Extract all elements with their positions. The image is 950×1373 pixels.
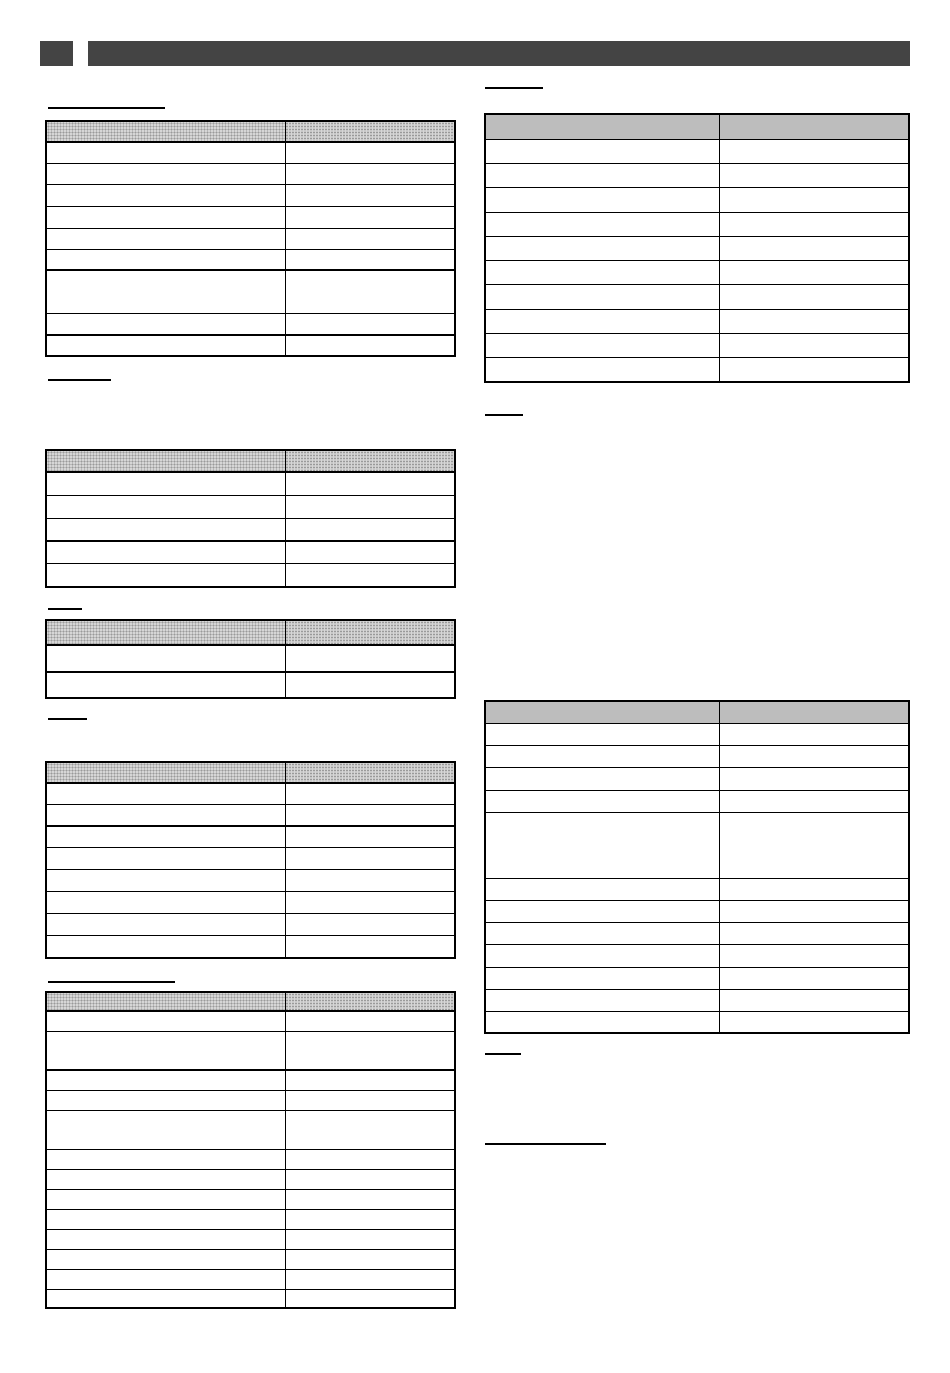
table-cell — [285, 314, 455, 336]
spec-table-7 — [484, 700, 910, 1034]
table-cell — [285, 1289, 455, 1308]
spec-table-6 — [484, 113, 910, 383]
table-row — [46, 541, 455, 564]
table-row — [46, 185, 455, 207]
table-row — [46, 1169, 455, 1189]
table-cell — [285, 992, 455, 1011]
table-cell — [285, 805, 455, 826]
table-cell — [285, 228, 455, 250]
table-cell — [485, 768, 719, 790]
table-row — [485, 358, 909, 382]
table-header-row — [485, 701, 909, 723]
table-row — [46, 1070, 455, 1090]
table-row — [485, 790, 909, 812]
header-bar — [88, 41, 910, 66]
table-cell — [46, 270, 285, 313]
spec-table-5 — [45, 991, 456, 1309]
table-cell — [719, 1012, 909, 1033]
table-cell — [719, 723, 909, 745]
table-cell — [485, 285, 719, 309]
table-cell — [285, 335, 455, 356]
table-row — [485, 812, 909, 878]
table-cell — [485, 1012, 719, 1033]
table-cell — [285, 1249, 455, 1269]
table-cell — [485, 309, 719, 333]
table-cell — [285, 1169, 455, 1189]
table-cell — [485, 878, 719, 900]
table-cell — [46, 936, 285, 958]
table-row — [46, 936, 455, 958]
spec-table-2 — [45, 449, 456, 588]
table-row — [46, 672, 455, 698]
table-cell — [485, 114, 719, 139]
table-cell — [46, 142, 285, 164]
table-cell — [285, 450, 455, 472]
table-cell — [46, 826, 285, 848]
section-heading-underline — [48, 107, 165, 109]
table-cell — [485, 723, 719, 745]
table-cell — [485, 790, 719, 812]
table-cell — [46, 335, 285, 356]
table-cell — [46, 495, 285, 518]
table-cell — [46, 207, 285, 229]
table-cell — [285, 1189, 455, 1209]
table-cell — [485, 746, 719, 768]
table-row — [46, 250, 455, 271]
table-cell — [719, 139, 909, 163]
table-header-row — [46, 762, 455, 783]
table-cell — [46, 228, 285, 250]
table-row — [46, 805, 455, 826]
table-cell — [285, 185, 455, 207]
table-row — [485, 164, 909, 188]
table-cell — [285, 826, 455, 848]
table-row — [485, 236, 909, 260]
table-row — [46, 1110, 455, 1149]
table-row — [46, 1011, 455, 1031]
table-row — [485, 188, 909, 212]
table-row — [46, 564, 455, 587]
table-cell — [285, 495, 455, 518]
table-cell — [285, 783, 455, 805]
table-cell — [285, 1209, 455, 1229]
table-cell — [719, 212, 909, 236]
table-cell — [485, 212, 719, 236]
table-cell — [285, 936, 455, 958]
table-cell — [285, 142, 455, 164]
table-cell — [46, 1011, 285, 1031]
table-cell — [719, 746, 909, 768]
table-cell — [485, 236, 719, 260]
spec-table-1 — [45, 120, 456, 357]
table-cell — [719, 164, 909, 188]
table-row — [46, 870, 455, 892]
table-cell — [485, 333, 719, 357]
table-cell — [46, 892, 285, 914]
table-cell — [719, 701, 909, 723]
table-cell — [285, 163, 455, 185]
table-row — [485, 768, 909, 790]
table-row — [46, 335, 455, 356]
table-cell — [719, 967, 909, 989]
table-cell — [46, 783, 285, 805]
table-cell — [285, 914, 455, 936]
table-row — [46, 1090, 455, 1110]
table-cell — [285, 207, 455, 229]
table-cell — [285, 1149, 455, 1169]
table-cell — [719, 285, 909, 309]
table-cell — [46, 1269, 285, 1289]
table-row — [485, 923, 909, 945]
table-row — [46, 142, 455, 164]
table-row — [46, 314, 455, 336]
table-cell — [485, 188, 719, 212]
table-cell — [46, 1289, 285, 1308]
table-row — [46, 645, 455, 671]
table-cell — [285, 672, 455, 698]
table-cell — [46, 518, 285, 540]
table-cell — [46, 1031, 285, 1070]
table-cell — [46, 450, 285, 472]
section-heading-underline — [485, 1143, 606, 1145]
table-row — [46, 163, 455, 185]
table-row — [46, 892, 455, 914]
table-cell — [485, 812, 719, 878]
table-cell — [485, 945, 719, 967]
section-heading-underline — [48, 981, 175, 983]
table-cell — [719, 188, 909, 212]
table-cell — [46, 1189, 285, 1209]
table-row — [485, 967, 909, 989]
table-row — [46, 270, 455, 313]
table-cell — [285, 472, 455, 495]
table-cell — [46, 185, 285, 207]
table-row — [46, 228, 455, 250]
table-row — [46, 783, 455, 805]
table-row — [46, 848, 455, 870]
table-cell — [719, 923, 909, 945]
table-row — [46, 207, 455, 229]
table-cell — [285, 1110, 455, 1149]
table-row — [46, 1209, 455, 1229]
table-cell — [46, 472, 285, 495]
table-cell — [485, 900, 719, 922]
table-cell — [285, 250, 455, 271]
table-row — [46, 1269, 455, 1289]
table-row — [485, 212, 909, 236]
table-cell — [285, 645, 455, 671]
table-row — [46, 1031, 455, 1070]
table-cell — [46, 620, 285, 645]
table-cell — [46, 314, 285, 336]
table-row — [485, 900, 909, 922]
table-cell — [46, 1090, 285, 1110]
table-cell — [719, 114, 909, 139]
table-cell — [285, 848, 455, 870]
table-cell — [46, 870, 285, 892]
table-cell — [285, 1090, 455, 1110]
table-cell — [46, 1249, 285, 1269]
table-row — [46, 1249, 455, 1269]
table-cell — [485, 989, 719, 1011]
table-cell — [485, 701, 719, 723]
table-row — [485, 309, 909, 333]
table-cell — [285, 1031, 455, 1070]
header-cell — [46, 121, 285, 142]
table-cell — [46, 992, 285, 1011]
header-cell — [285, 121, 455, 142]
table-cell — [46, 762, 285, 783]
table-cell — [719, 309, 909, 333]
table-row — [485, 746, 909, 768]
table-row — [46, 1189, 455, 1209]
section-heading-underline — [485, 1053, 521, 1055]
table-cell — [285, 870, 455, 892]
spec-table-3 — [45, 619, 456, 699]
table-cell — [285, 762, 455, 783]
table-row — [485, 878, 909, 900]
spec-table-4 — [45, 761, 456, 959]
page-number-box — [40, 41, 73, 66]
table-cell — [46, 672, 285, 698]
table-cell — [285, 1011, 455, 1031]
table-cell — [46, 1110, 285, 1149]
table-cell — [285, 518, 455, 540]
table-cell — [46, 163, 285, 185]
table-cell — [46, 805, 285, 826]
table-row — [485, 139, 909, 163]
table-cell — [46, 1229, 285, 1249]
table-cell — [719, 333, 909, 357]
table-row — [46, 495, 455, 518]
table-header-row — [46, 450, 455, 472]
table-row — [46, 472, 455, 495]
table-cell — [719, 790, 909, 812]
table-cell — [485, 358, 719, 382]
table-cell — [46, 564, 285, 587]
table-cell — [46, 541, 285, 564]
table-header-row — [485, 114, 909, 139]
table-header-row — [46, 992, 455, 1011]
table-cell — [285, 1269, 455, 1289]
table-cell — [46, 1169, 285, 1189]
table-cell — [285, 620, 455, 645]
section-heading-underline — [48, 718, 87, 720]
table-cell — [719, 236, 909, 260]
table-cell — [285, 541, 455, 564]
table-cell — [719, 768, 909, 790]
table-cell — [46, 848, 285, 870]
section-heading-underline — [485, 87, 543, 89]
table-row — [485, 1012, 909, 1033]
table-row — [46, 914, 455, 936]
section-heading-underline — [48, 608, 82, 610]
table-cell — [46, 1070, 285, 1090]
table-header-row — [46, 121, 455, 142]
table-cell — [719, 989, 909, 1011]
table-cell — [485, 261, 719, 285]
table-row — [485, 285, 909, 309]
table-cell — [719, 358, 909, 382]
table-row — [485, 333, 909, 357]
section-heading-underline — [485, 414, 523, 416]
table-row — [485, 945, 909, 967]
table-cell — [485, 139, 719, 163]
table-cell — [485, 923, 719, 945]
table-row — [485, 723, 909, 745]
table-cell — [46, 914, 285, 936]
table-row — [485, 989, 909, 1011]
table-cell — [285, 1070, 455, 1090]
table-cell — [46, 1209, 285, 1229]
table-cell — [485, 967, 719, 989]
table-cell — [719, 261, 909, 285]
table-cell — [285, 564, 455, 587]
table-cell — [285, 1229, 455, 1249]
section-heading-underline — [48, 379, 111, 381]
table-cell — [46, 1149, 285, 1169]
table-cell — [285, 892, 455, 914]
table-cell — [46, 250, 285, 271]
table-row — [485, 261, 909, 285]
table-cell — [719, 900, 909, 922]
table-header-row — [46, 620, 455, 645]
table-cell — [46, 645, 285, 671]
table-row — [46, 826, 455, 848]
table-row — [46, 1289, 455, 1308]
table-cell — [719, 878, 909, 900]
table-cell — [719, 945, 909, 967]
table-row — [46, 518, 455, 540]
table-row — [46, 1229, 455, 1249]
table-cell — [285, 270, 455, 313]
table-cell — [485, 164, 719, 188]
table-cell — [719, 812, 909, 878]
table-row — [46, 1149, 455, 1169]
